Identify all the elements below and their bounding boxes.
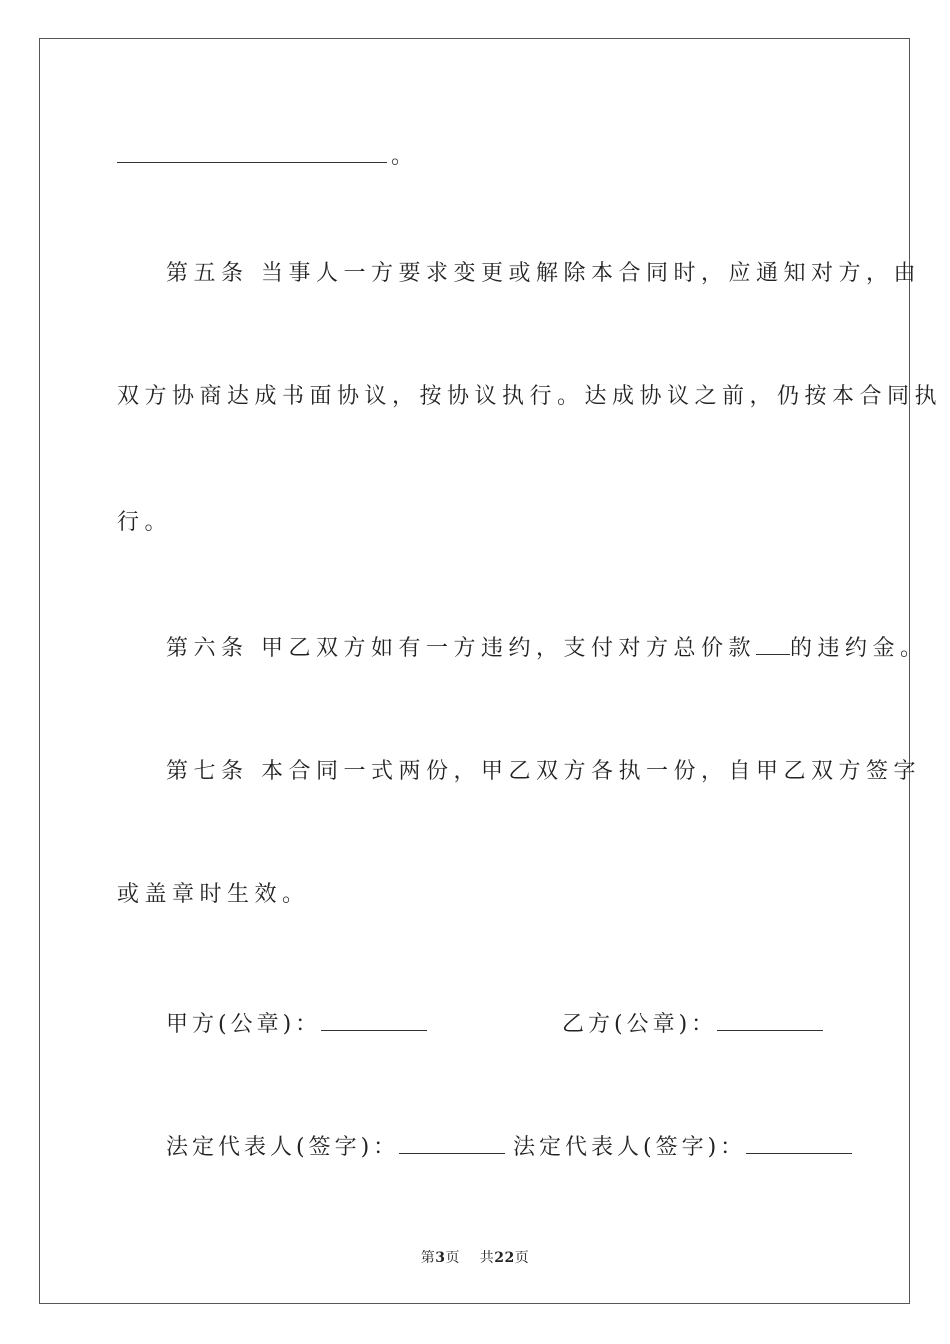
page-border bbox=[39, 38, 910, 1304]
total-pages: 22 bbox=[494, 1250, 515, 1266]
article-5-line-1: 第五条 当事人一方要求变更或解除本合同时，应通知对方，由 bbox=[166, 261, 921, 286]
article-7-line-2: 或盖章时生效。 bbox=[117, 882, 310, 907]
party-a-blank bbox=[321, 1008, 427, 1031]
party-a-seal bbox=[166, 1008, 431, 1040]
line-end-punctuation: 。 bbox=[391, 144, 419, 169]
article-6 bbox=[166, 632, 928, 664]
fill-in-blank bbox=[117, 140, 387, 163]
page-number: 3 bbox=[435, 1250, 446, 1266]
party-b-label: 乙方(公章)： bbox=[562, 1012, 718, 1037]
article-5-line-3: 行。 bbox=[117, 510, 173, 535]
total-suffix: 页 bbox=[514, 1250, 530, 1266]
article-6-text-1: 第六条 甲乙双方如有一方违约，支付对方总价款 bbox=[166, 636, 756, 661]
page-footer bbox=[0, 1247, 950, 1267]
rep-b-blank bbox=[746, 1131, 852, 1154]
party-b-blank bbox=[717, 1008, 823, 1031]
article-5-line-2: 双方协商达成书面协议，按协议执行。达成协议之前，仍按本合同执 bbox=[117, 384, 943, 409]
page-suffix: 页 bbox=[445, 1250, 460, 1266]
party-a-label: 甲方(公章)： bbox=[166, 1012, 322, 1037]
page-prefix: 第 bbox=[420, 1250, 436, 1266]
penalty-blank bbox=[756, 632, 790, 655]
rep-a-blank bbox=[399, 1131, 505, 1154]
article-6-text-2: 的违约金。 bbox=[790, 636, 928, 661]
rep-b-signature bbox=[513, 1131, 856, 1163]
rep-a-label: 法定代表人(签字)： bbox=[166, 1135, 400, 1160]
continued-line bbox=[117, 140, 419, 172]
rep-b-label: 法定代表人(签字)： bbox=[513, 1135, 747, 1160]
article-7-line-1: 第七条 本合同一式两份，甲乙双方各执一份，自甲乙双方签字 bbox=[166, 759, 921, 784]
rep-a-signature bbox=[166, 1131, 509, 1163]
party-b-seal bbox=[562, 1008, 827, 1040]
total-prefix: 共 bbox=[479, 1250, 495, 1266]
